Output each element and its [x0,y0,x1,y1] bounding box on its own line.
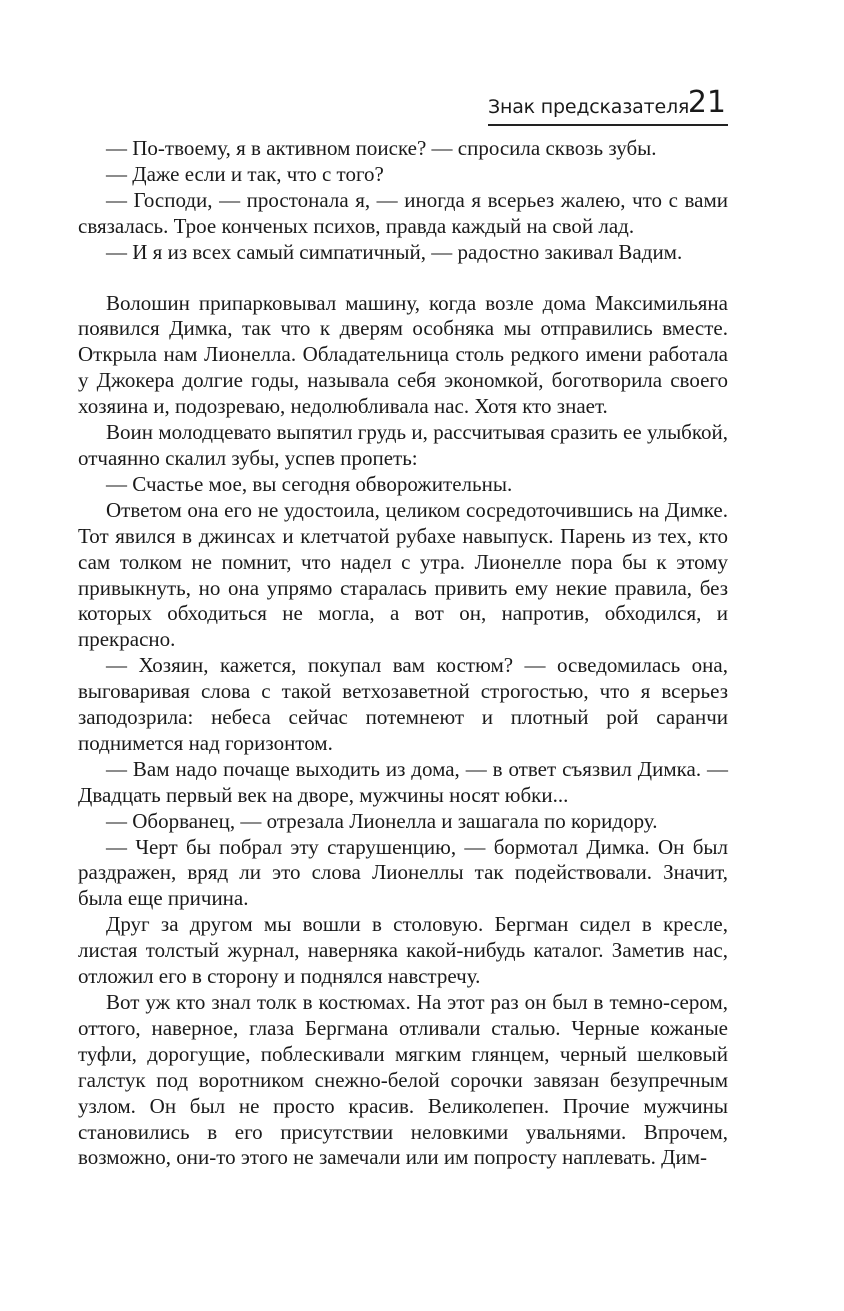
page-number: 21 [687,85,726,120]
paragraph: Вот уж кто знал толк в костюмах. На этот раз он был в темно-сером, оттого, наверное, глаза Бергмана отливали сталью. Черные кожаные туфли, дорогущие, поблескивали мягким глянцем, черный шелковый галстук под воротником снежно-белой сорочки завязан безупречным узлом. Он был не просто красив. Великолепен. Прочие мужчины становились в его присутствии неловкими увальнями. Впрочем, возможно, они-то этого не замечали или им попросту наплевать. Дим- [78,990,728,1170]
paragraph: — И я из всех самый симпатичный, — радостно закивал Вадим. [106,239,683,264]
paragraph: — Оборванец, — отрезала Лионелла и зашагала по коридору. [106,808,658,833]
book-title: Знак предсказателя [488,96,690,118]
paragraph: Ответом она его не удостоила, целиком сосредоточившись на Димке. Тот явился в джинсах и клетчатой рубахе навыпуск. Парень из тех, кто сам толком не помнит, что надел с утра. Лионелле пора бы к этому привыкнуть, но она упрямо старалась привить ему некие правила, без которых обходиться не могла, а вот он, напротив, обходился, и прекрасно. [78,497,728,652]
paragraph: — Господи, — простонала я, — иногда я всерьез жалею, что с вами связалась. Трое конченых психов, правда каждый на свой лад. [78,187,728,238]
paragraph: — Счастье мое, вы сегодня обворожительны. [106,471,513,496]
paragraph: Воин молодцевато выпятил грудь и, рассчитывая сразить ее улыбкой, отчаянно скалил зубы, успев пропеть: [78,420,728,470]
running-header [488,84,728,126]
paragraph: — По-твоему, я в активном поиске? — спросила сквозь зубы. [106,136,657,160]
text-body [78,136,728,1171]
paragraph: — Хозяин, кажется, покупал вам костюм? — осведомилась она, выговаривая слова с такой ветхозаветной строгостью, что я всерьез заподозрила: небеса сейчас потемнеют и плотный рой саранчи поднимется над горизонтом. [78,653,728,755]
paragraph: Друг за другом мы вошли в столовую. Бергман сидел в кресле, листая толстый журнал, наверняка какой-нибудь каталог. Заметив нас, отложил его в сторону и поднялся навстречу. [78,912,728,989]
section-break [78,266,728,291]
paragraph: — Даже если и так, что с того? [106,161,384,186]
paragraph: Волошин припарковывал машину, когда возле дома Максимильяна появился Димка, так что к дверям особняка мы отправились вместе. Открыла нам Лионелла. Обладательница столь редкого имени работала у Джокера долгие годы, называла себя экономкой, боготворила своего хозяина и, подозреваю, недолюбливала нас. Хотя кто знает. [78,290,728,419]
paragraph: — Вам надо почаще выходить из дома, — в ответ съязвил Димка. — Двадцать первый век на дворе, мужчины носят юбки... [78,756,728,807]
paragraph: — Черт бы побрал эту старушенцию, — бормотал Димка. Он был раздражен, вряд ли это слова Лионеллы так подействовали. Значит, была еще причина. [78,834,728,911]
